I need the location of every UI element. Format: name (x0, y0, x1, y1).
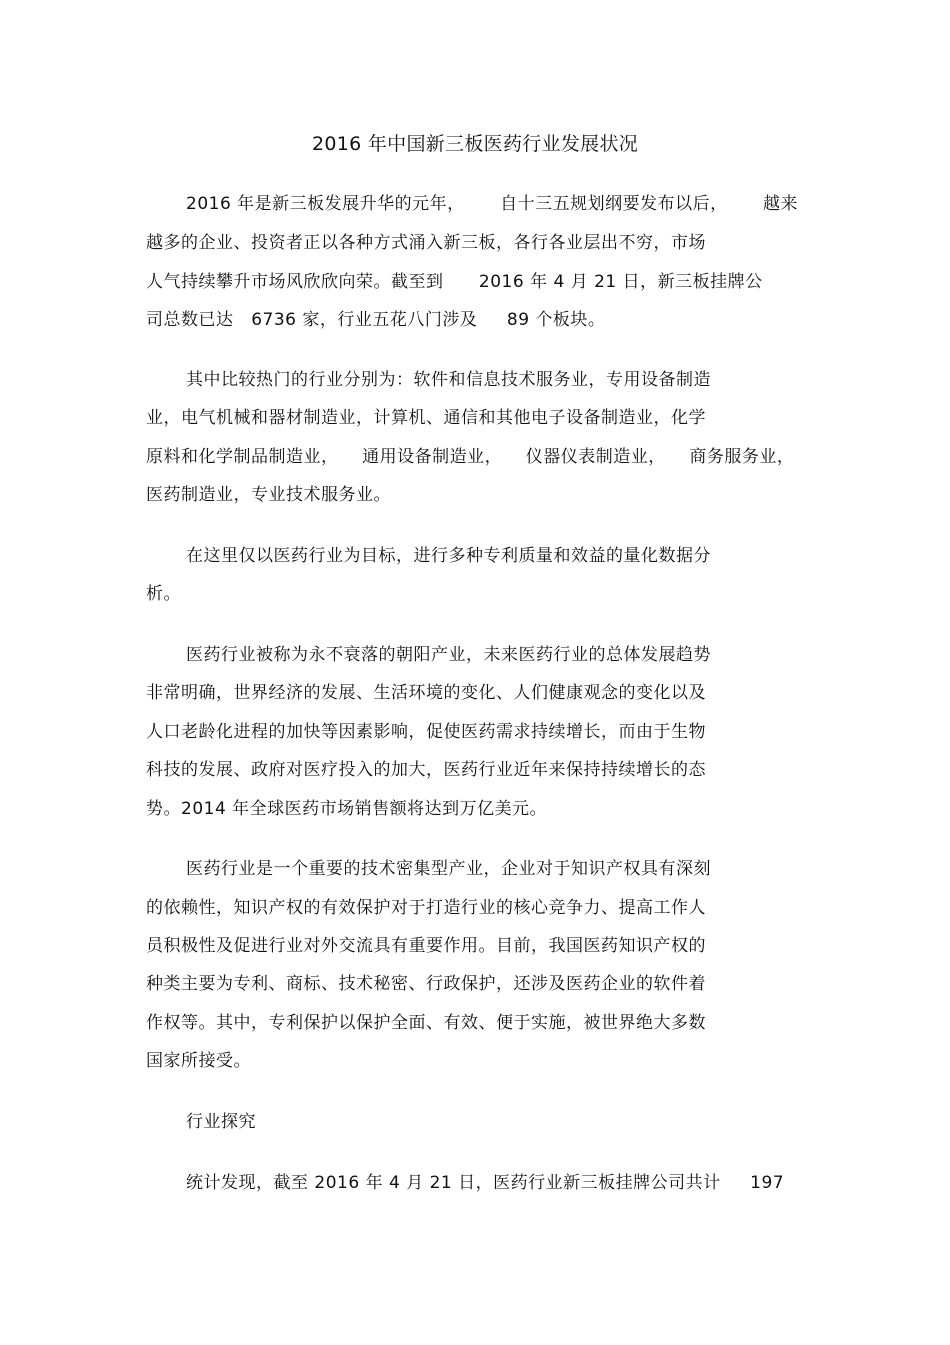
paragraph-5-line-1: 医药行业是一个重要的技术密集型产业，企业对于知识产权具有深刻 (186, 859, 711, 879)
paragraph-1-line-3: 人气持续攀升市场风欣欣向荣。截至到 2016 年 4 月 21 日，新三板挂牌公 (146, 272, 763, 292)
paragraph-4-line-4: 科技的发展、政府对医疗投入的加大，医药行业近年来保持持续增长的态 (146, 760, 706, 780)
paragraph-5-line-3: 员积极性及促进行业对外交流具有重要作用。目前，我国医药知识产权的 (146, 936, 706, 956)
paragraph-5-line-4: 种类主要为专利、商标、技术秘密、行政保护，还涉及医药企业的软件着 (146, 974, 706, 994)
paragraph-1-line-2: 越多的企业、投资者正以各种方式涌入新三板，各行各业层出不穷，市场 (146, 233, 706, 253)
paragraph-2-line-1: 其中比较热门的行业分别为：软件和信息技术服务业，专用设备制造 (186, 370, 711, 390)
paragraph-1-line-4: 司总数已达 6736 家，行业五花八门涉及 89 个板块。 (146, 310, 606, 330)
paragraph-3-line-1: 在这里仅以医药行业为目标，进行多种专利质量和效益的量化数据分 (186, 546, 711, 566)
paragraph-4-line-3: 人口老龄化进程的加快等因素影响，促使医药需求持续增长，而由于生物 (146, 722, 706, 742)
paragraph-2-line-3: 原料和化学制品制造业， 通用设备制造业， 仪器仪表制造业， 商务服务业， (146, 447, 795, 467)
paragraph-5-line-6: 国家所接受。 (146, 1051, 251, 1071)
paragraph-1-line-1: 2016 年是新三板发展升华的元年， 自十三五规划纲要发布以后， 越来 (186, 194, 799, 214)
paragraph-4-line-5: 势。2014 年全球医药市场销售额将达到万亿美元。 (146, 799, 548, 819)
paragraph-2-line-2: 业，电气机械和器材制造业，计算机、通信和其他电子设备制造业，化学 (146, 408, 706, 428)
section-heading: 行业探究 (186, 1112, 256, 1132)
paragraph-3-line-2: 析。 (146, 584, 181, 604)
paragraph-4-line-1: 医药行业被称为永不衰落的朝阳产业，未来医药行业的总体发展趋势 (186, 645, 711, 665)
paragraph-5-line-2: 的依赖性，知识产权的有效保护对于打造行业的核心竞争力、提高工作人 (146, 898, 706, 918)
paragraph-5-line-5: 作权等。其中，专利保护以保护全面、有效、便于实施，被世界绝大多数 (146, 1013, 706, 1033)
paragraph-6-line-1: 统计发现，截至 2016 年 4 月 21 日，医药行业新三板挂牌公司共计 197 (186, 1173, 785, 1193)
paragraph-4-line-2: 非常明确，世界经济的发展、生活环境的变化、人们健康观念的变化以及 (146, 683, 706, 703)
paragraph-2-line-4: 医药制造业，专业技术服务业。 (146, 485, 391, 505)
document-title: 2016 年中国新三板医药行业发展状况 (311, 133, 639, 155)
